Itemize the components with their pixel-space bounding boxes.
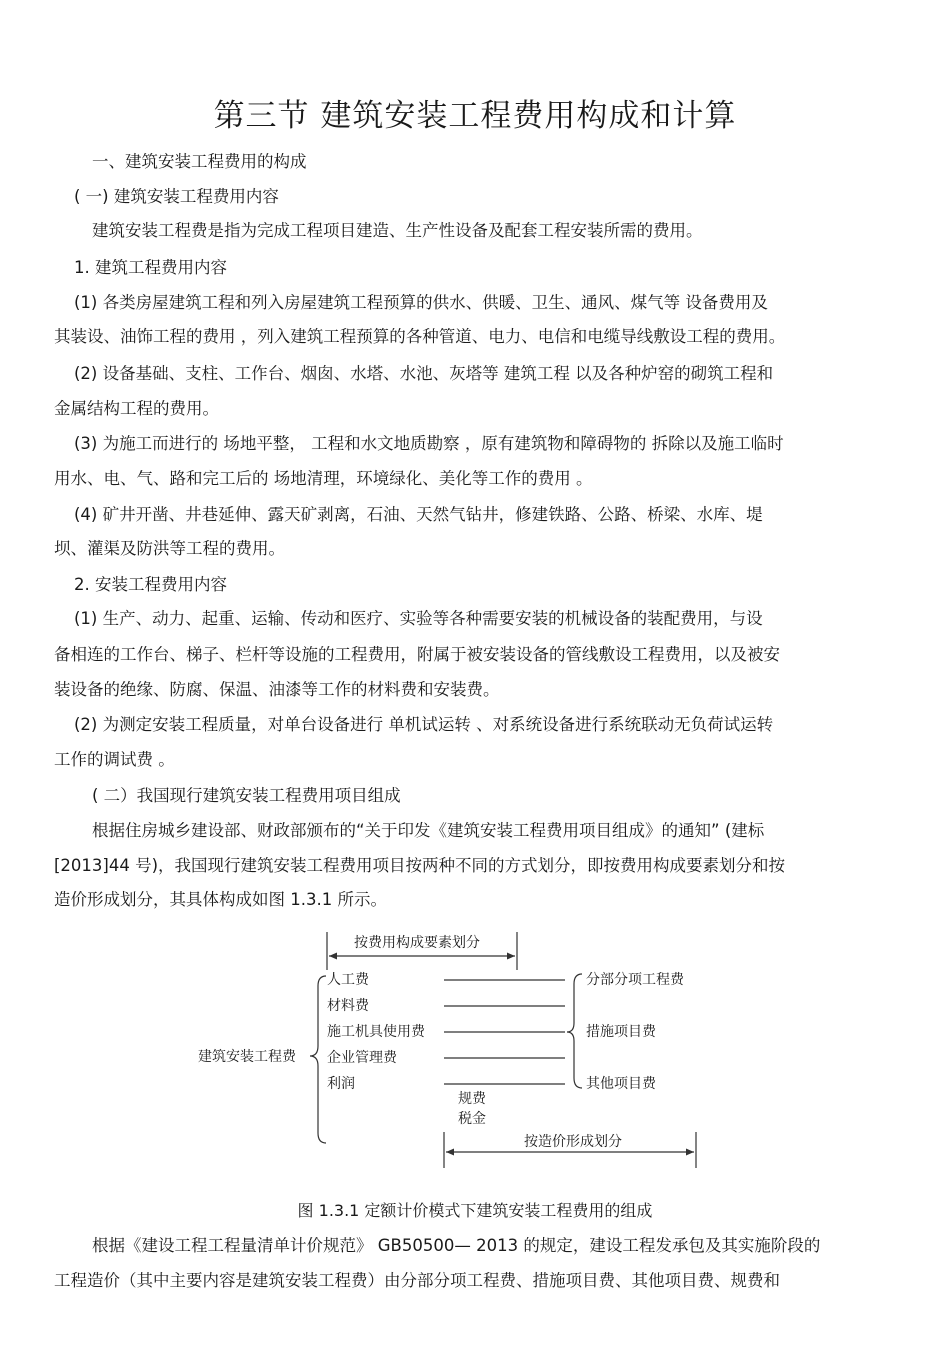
left-item-labor: 人工费 xyxy=(327,972,369,988)
figure-caption: 图 1.3.1 定额计价模式下建筑安装工程费用的组成 xyxy=(297,1201,653,1220)
section-title: 第三节 建筑安装工程费用构成和计算 xyxy=(213,98,737,134)
paragraph-line: (3) 为施工而进行的 场地平整， 工程和水文地质勘察 ，原有建筑物和障碍物的 拆除以及施工临时 xyxy=(74,434,784,453)
heading-building-contents: 1. 建筑工程费用内容 xyxy=(74,258,227,277)
extra-item-fees: 规费 xyxy=(458,1091,486,1107)
right-item-other: 其他项目费 xyxy=(586,1076,656,1092)
paragraph-line: 用水、电、气、路和完工后的 场地清理，环境绿化、美化等工作的费用 。 xyxy=(54,469,593,488)
right-item-measures: 措施项目费 xyxy=(586,1024,656,1040)
paragraph-line: (1) 各类房屋建筑工程和列入房屋建筑工程预算的供水、供暖、卫生、通风、煤气等 设备费用及 xyxy=(74,293,768,312)
paragraph-line: 坝、灌渠及防洪等工程的费用。 xyxy=(54,539,285,558)
paragraph-line: 其装设、油饰工程的费用 ，列入建筑工程预算的各种管道、电力、电信和电缆导线敷设工程的费用。 xyxy=(54,327,786,346)
left-item-management: 企业管理费 xyxy=(327,1050,397,1066)
paragraph-line: 根据住房城乡建设部、财政部颁布的“关于印发《建筑安装工程费用项目组成》的通知” (建标 xyxy=(92,821,765,840)
heading-install-contents: 2. 安装工程费用内容 xyxy=(74,575,227,594)
top-dimension-label: 按费用构成要素划分 xyxy=(350,934,484,952)
paragraph-line: [2013]44 号)，我国现行建筑安装工程费用项目按两种不同的方式划分，即按费用构成要素划分和按 xyxy=(54,856,786,875)
right-brace xyxy=(567,974,582,1088)
paragraph-line: (2) 为测定安装工程质量，对单台设备进行 单机试运转 、对系统设备进行系统联动无负荷试运转 xyxy=(74,715,774,734)
left-item-machinery: 施工机具使用费 xyxy=(327,1024,425,1040)
left-item-profit: 利润 xyxy=(327,1076,355,1092)
top-arrow-right xyxy=(507,953,515,960)
diagram-root: 建筑安装工程费 xyxy=(198,1049,296,1065)
heading-composition: 一、建筑安装工程费用的构成 xyxy=(92,152,307,171)
left-item-material: 材料费 xyxy=(327,998,369,1014)
paragraph-line: 备相连的工作台、梯子、栏杆等设施的工程费用，附属于被安装设备的管线敷设工程费用，以及被安 xyxy=(54,645,780,664)
paragraph-line: 装设备的绝缘、防腐、保温、油漆等工作的材料费和安装费。 xyxy=(54,680,500,699)
paragraph-line: (1) 生产、动力、起重、运输、传动和医疗、实验等各种需要安装的机械设备的装配费用，与设 xyxy=(74,609,763,628)
paragraph-line: 工作的调试费 。 xyxy=(54,750,175,769)
extra-item-tax: 税金 xyxy=(458,1111,486,1127)
paragraph-line: (4) 矿井开凿、井巷延伸、露天矿剥离，石油、天然气钻井，修建铁路、公路、桥梁、水库、堤 xyxy=(74,505,763,524)
right-item-subitem: 分部分项工程费 xyxy=(586,972,684,988)
paragraph-line: 造价形成划分，其具体构成如图 1.3.1 所示。 xyxy=(54,890,387,909)
cost-composition-diagram xyxy=(190,928,710,1173)
paragraph-definition: 建筑安装工程费是指为完成工程项目建造、生产性设备及配套工程安装所需的费用。 xyxy=(92,221,703,240)
top-arrow-left xyxy=(329,953,337,960)
subheading-current-items: ( 二）我国现行建筑安装工程费用项目组成 xyxy=(92,786,401,805)
paragraph-line: (2) 设备基础、支柱、工作台、烟囱、水塔、水池、灰塔等 建筑工程 以及各种炉窑的砌筑工程和 xyxy=(74,364,774,383)
bottom-arrow-right xyxy=(686,1149,694,1156)
paragraph-line: 根据《建设工程工程量清单计价规范》 GB50500— 2013 的规定，建设工程发承包及其实施阶段的 xyxy=(92,1236,821,1255)
bottom-dimension-label: 按造价形成划分 xyxy=(520,1133,626,1151)
left-brace xyxy=(310,976,326,1143)
paragraph-line: 金属结构工程的费用。 xyxy=(54,399,219,418)
paragraph-line: 工程造价（其中主要内容是建筑安装工程费）由分部分项工程费、措施项目费、其他项目费、规费和 xyxy=(54,1271,780,1290)
bottom-arrow-left xyxy=(446,1149,454,1156)
subheading-contents: ( 一) 建筑安装工程费用内容 xyxy=(74,187,279,206)
